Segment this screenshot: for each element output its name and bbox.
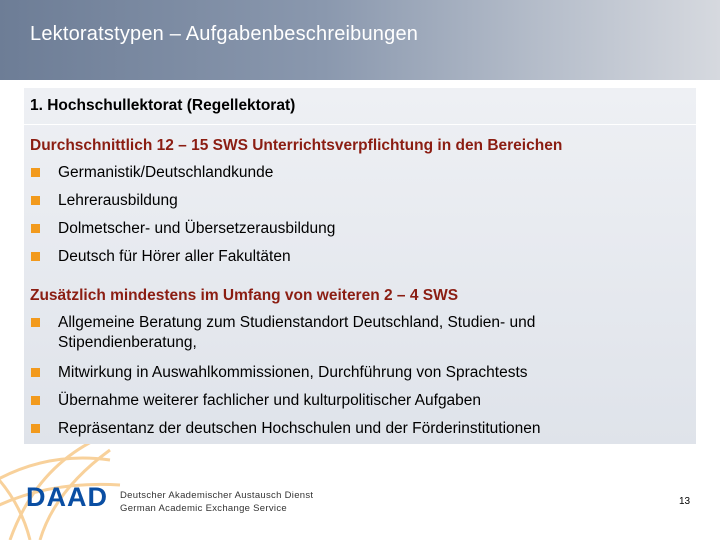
teaching-areas-list bbox=[30, 163, 670, 267]
list-item: Repräsentanz der deutschen Hochschulen und der Förderinstitutionen bbox=[30, 419, 670, 439]
bullet-square-icon bbox=[31, 396, 40, 405]
lectorate-type-heading: 1. Hochschullektorat (Regellektorat) bbox=[30, 97, 296, 114]
bullet-square-icon bbox=[31, 424, 40, 433]
section-divider bbox=[24, 124, 696, 125]
list-item: Mitwirkung in Auswahlkommissionen, Durchführung von Sprachtests bbox=[30, 363, 670, 383]
additional-duties-heading: Zusätzlich mindestens im Umfang von weiteren 2 – 4 SWS bbox=[30, 287, 459, 304]
bullet-square-icon bbox=[31, 252, 40, 261]
list-item: Übernahme weiterer fachlicher und kulturpolitischer Aufgaben bbox=[30, 391, 670, 411]
bullet-square-icon bbox=[31, 368, 40, 377]
list-item: Deutsch für Hörer aller Fakultäten bbox=[30, 247, 670, 267]
org-name-german: Deutscher Akademischer Austausch Dienst bbox=[120, 490, 314, 501]
bullet-square-icon bbox=[31, 224, 40, 233]
additional-duties-list bbox=[30, 313, 670, 439]
teaching-duties-heading: Durchschnittlich 12 – 15 SWS Unterrichtsverpflichtung in den Bereichen bbox=[30, 137, 563, 154]
bullet-square-icon bbox=[31, 168, 40, 177]
page-number: 13 bbox=[679, 496, 691, 507]
org-name-english: German Academic Exchange Service bbox=[120, 503, 287, 514]
list-item: Dolmetscher- und Übersetzerausbildung bbox=[30, 219, 670, 239]
bullet-square-icon bbox=[31, 196, 40, 205]
slide-title: Lektoratstypen – Aufgabenbeschreibungen bbox=[30, 23, 419, 45]
bullet-square-icon bbox=[31, 318, 40, 327]
list-item: Lehrerausbildung bbox=[30, 191, 670, 211]
title-bar bbox=[0, 0, 720, 80]
list-item: Allgemeine Beratung zum Studienstandort Deutschland, Studien- und Stipendienberatung, bbox=[30, 313, 670, 353]
daad-logo: DAAD bbox=[26, 482, 108, 512]
list-item: Germanistik/Deutschlandkunde bbox=[30, 163, 670, 183]
title-divider bbox=[0, 80, 720, 82]
